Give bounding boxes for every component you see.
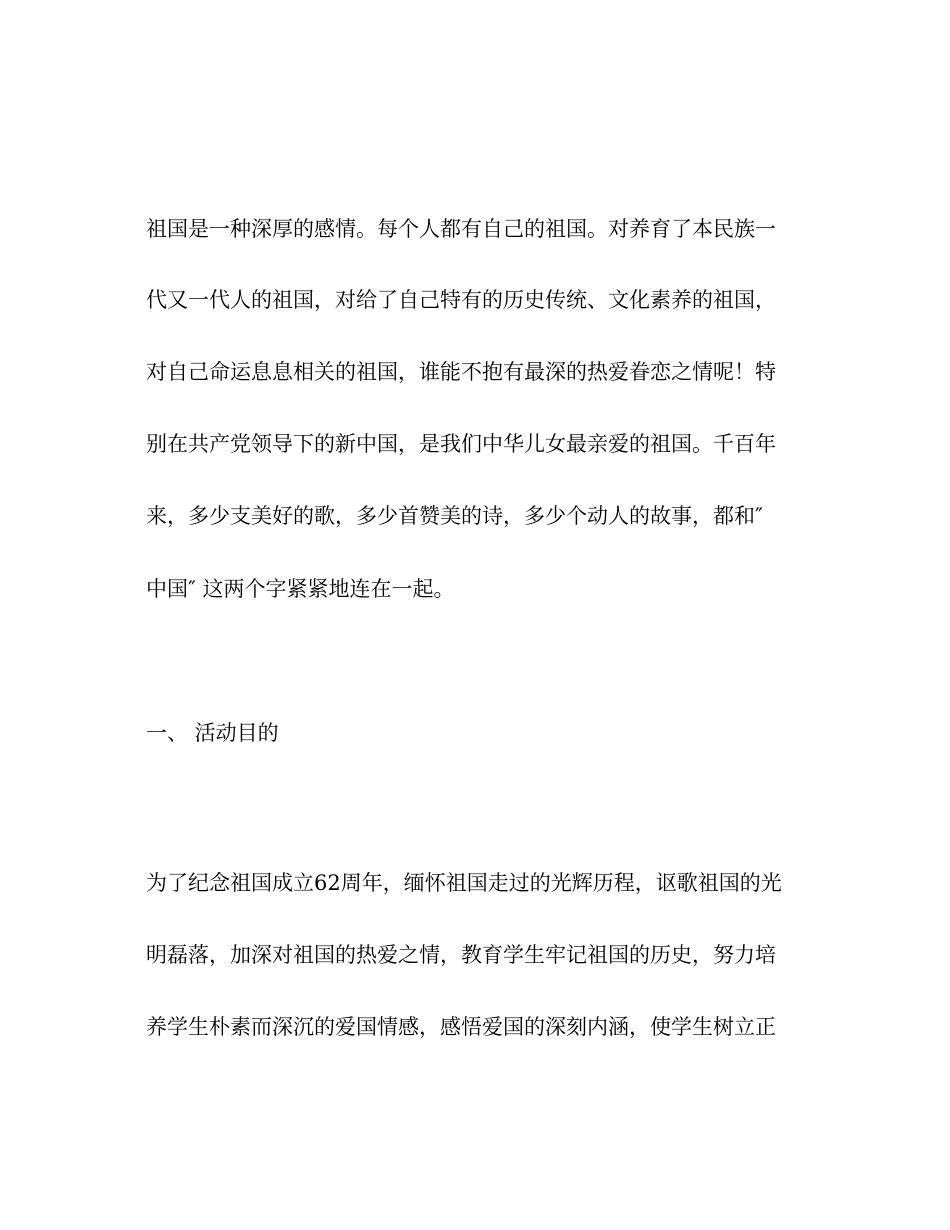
paragraph-1-line-2: 代又一代人的祖国，对给了自己特有的历史传统、文化素养的祖国， <box>146 288 776 312</box>
paragraph-2-line-1: 为了纪念祖国成立62周年，缅怀祖国走过的光辉历程，讴歌祖国的光 <box>146 871 782 895</box>
paragraph-1-line-4: 别在共产党领导下的新中国，是我们中华儿女最亲爱的祖国。千百年 <box>146 432 776 456</box>
paragraph-1-line-5: 来，多少支美好的歌，多少首赞美的诗，多少个动人的故事，都和″ <box>146 504 763 528</box>
section-heading: 一、 活动目的 <box>146 721 279 745</box>
paragraph-1-line-6: 中国″ 这两个字紧紧地连在一起。 <box>146 577 455 601</box>
paragraph-2-line-3: 养学生朴素而深沉的爱国情感，感悟爱国的深刻内涵，使学生树立正 <box>146 1015 776 1039</box>
paragraph-1-line-3: 对自己命运息息相关的祖国，谁能不抱有最深的热爱眷恋之情呢！特 <box>146 360 776 384</box>
paragraph-1-line-1: 祖国是一种深厚的感情。每个人都有自己的祖国。对养育了本民族一 <box>146 217 776 241</box>
paragraph-2-line-2: 明磊落，加深对祖国的热爱之情，教育学生牢记祖国的历史，努力培 <box>146 943 776 967</box>
